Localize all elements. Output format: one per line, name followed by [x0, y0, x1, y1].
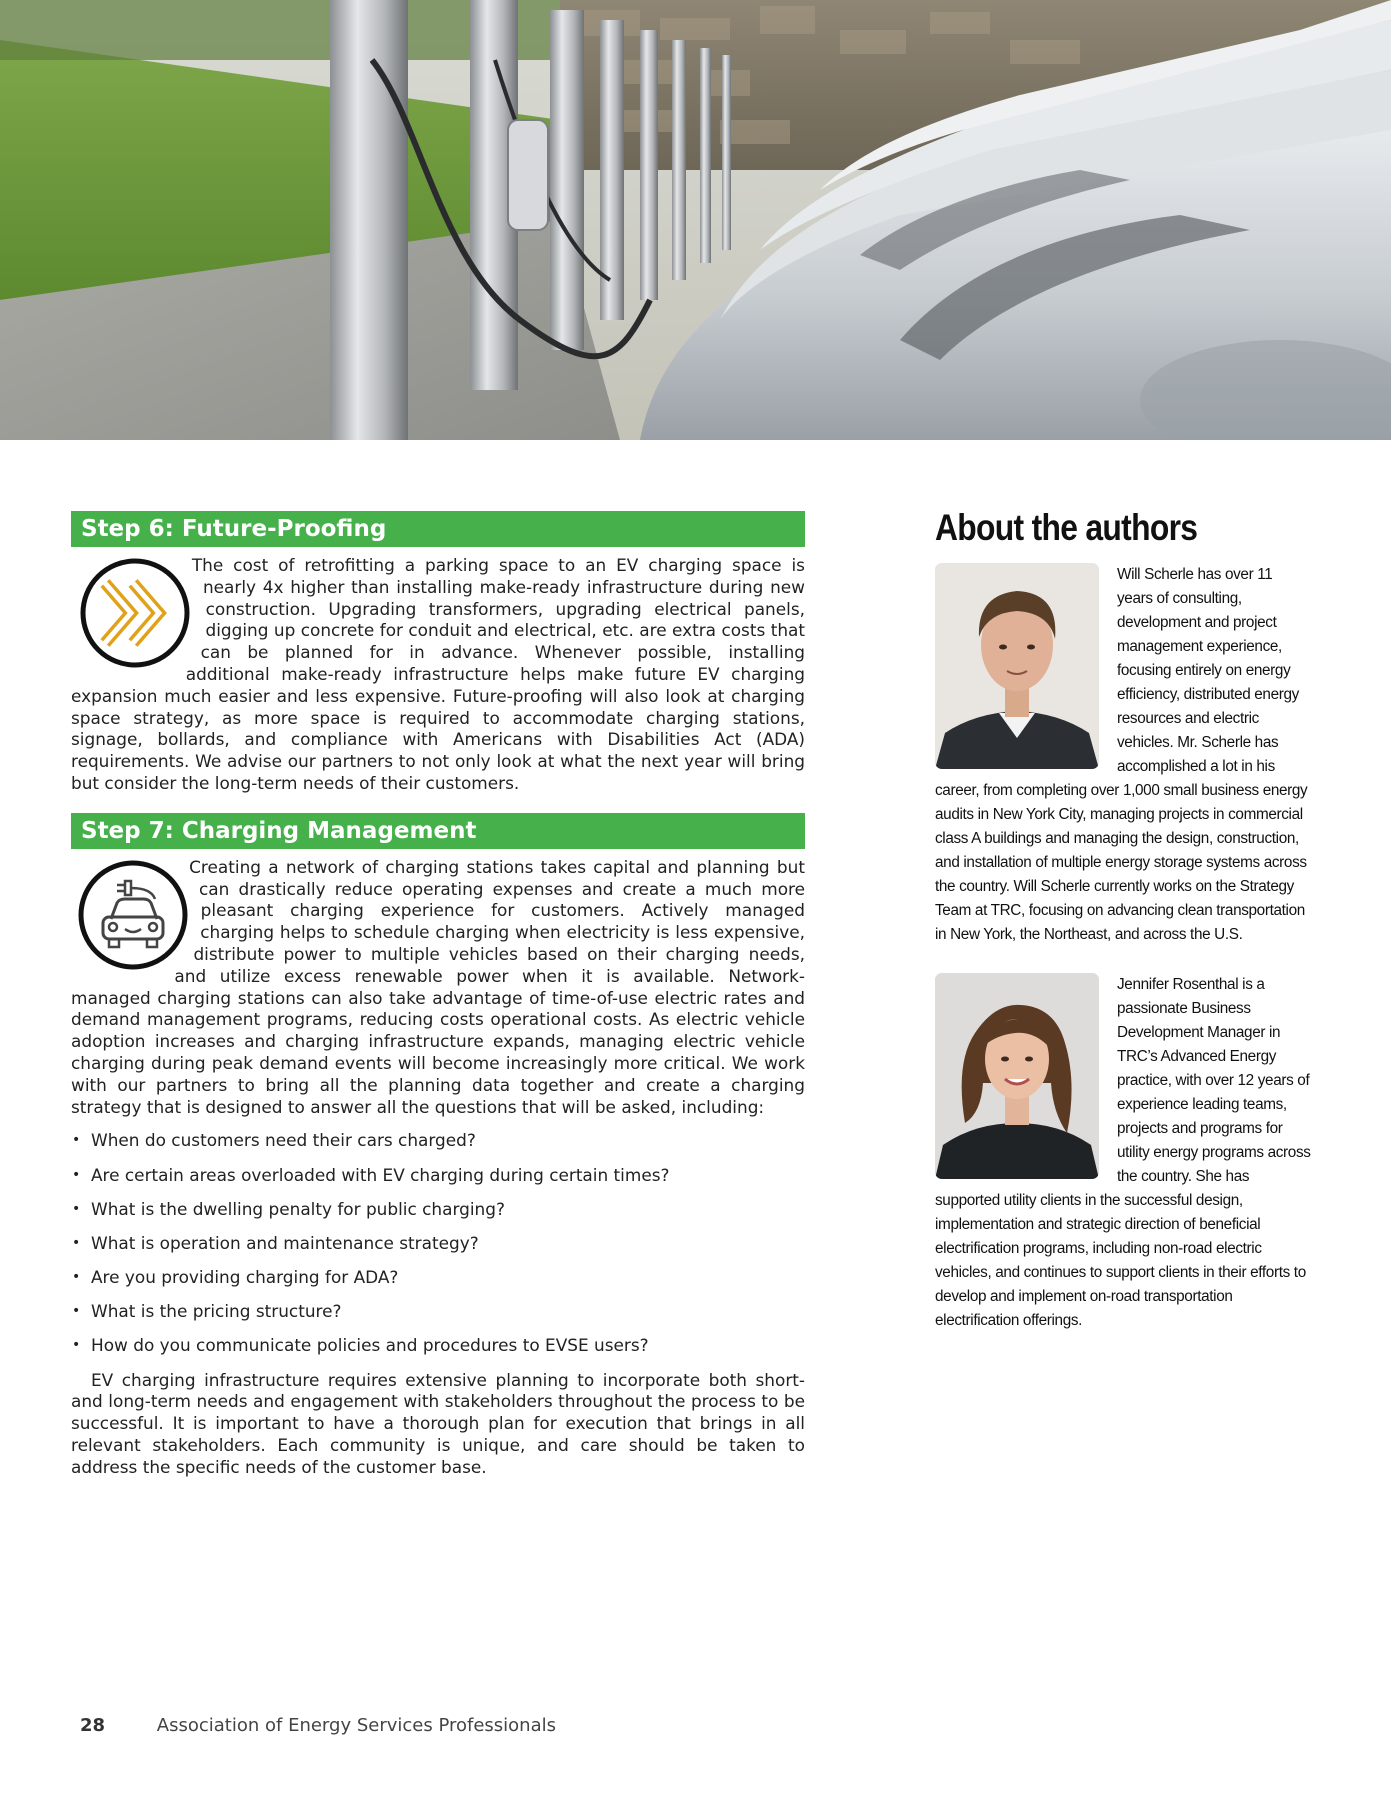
authors-heading: About the authors	[935, 507, 1198, 548]
ev-charging-stations-photo-icon	[0, 0, 1391, 440]
author-card	[935, 973, 1311, 1333]
step-6-section	[71, 555, 805, 795]
publication-name: Association of Energy Services Professionals	[156, 1715, 556, 1736]
portrait-photo-man-icon	[935, 563, 1099, 769]
list-item: • How do you communicate policies and procedures to EVSE users?	[71, 1335, 805, 1356]
portrait-photo-woman-icon	[935, 973, 1099, 1179]
list-item: • What is operation and maintenance strategy?	[71, 1233, 805, 1254]
authors-sidebar	[935, 505, 1311, 1333]
main-article	[71, 511, 805, 1479]
list-item: • Are you providing charging for ADA?	[71, 1267, 805, 1288]
list-item: • Are certain areas overloaded with EV charging during certain times?	[71, 1165, 805, 1186]
questions-list	[71, 1130, 805, 1356]
author-photo	[935, 973, 1099, 1179]
author-photo	[935, 563, 1099, 769]
author-bio: Jennifer Rosenthal is a passionate Business Development Manager in TRC’s Advanced Energy practice, with over 12 years of experience leading teams, projects and programs for utility energy programs across the country. She has supported utility clients in the successful design, implementation and strategic direction of beneficial electrification programs, including non-road electric vehicles, and continues to support clients in their efforts to develop and implement on-road transportation electrification offerings.	[935, 976, 1311, 1329]
list-item: • When do customers need their cars charged?	[71, 1130, 805, 1151]
closing-paragraph: EV charging infrastructure requires extensive planning to incorporate both short- and long-term needs and engagement with stakeholders throughout the process to be successful. It is important to have a thorough plan for execution that brings in all relevant stakeholders. Each community is unique, and care should be taken to address the specific needs of the customer base.	[71, 1369, 805, 1477]
step-6-heading: Step 6: Future-Proofing	[71, 511, 805, 547]
step-7-heading: Step 7: Charging Management	[71, 813, 805, 849]
author-bio: Will Scherle has over 11 years of consulting, development and project management experience, focusing entirely on energy efficiency, distributed energy resources and electric vehicles. Mr. Scherle has accomplished a lot in his career, from completing over 1,000 small business energy audits in New York City, managing projects in commercial class A buildings and managing the design, construction, and installation of multiple energy storage systems across the country. Will Scherle currently works on the Strategy Team at TRC, focusing on advancing clean transportation in New York, the Northeast, and across the U.S.	[935, 566, 1308, 943]
electric-car-plug-icon	[71, 857, 199, 973]
step-6-paragraph: The cost of retrofitting a parking space to an EV charging space is nearly 4x higher than installing make-ready infrastructure during new construction. Upgrading transformers, upgrading electrical panels, digging up concrete for conduit and electrical, etc. are extra costs that can be planned for in advance. Whenever possible, installing additional make-ready infrastructure helps make future EV charging expansion much easier and less expensive. Future-proofing will also look at charging space strategy, as more space is required to accommodate charging stations, signage, bollards, and compliance with Americans with Disabilities Act (ADA) requirements. We advise our partners to not only look at what the next year will bring but consider the long-term needs of their customers.	[71, 555, 805, 793]
page-number: 28	[80, 1715, 106, 1736]
list-item: • What is the dwelling penalty for public charging?	[71, 1199, 805, 1220]
double-chevron-forward-icon	[71, 555, 201, 679]
step-7-icon-badge	[71, 857, 203, 973]
step-7-section	[71, 857, 805, 1479]
hero-photo	[0, 0, 1391, 440]
list-item: • What is the pricing structure?	[71, 1301, 805, 1322]
page-footer	[80, 1715, 556, 1736]
author-card	[935, 563, 1311, 947]
step-6-icon-badge	[71, 555, 207, 679]
step-7-paragraph: Creating a network of charging stations takes capital and planning but can drastically reduce operating expenses and create a much more pleasant charging experience for customers. Actively managed charging helps to schedule charging when electricity is less expensive, distribute power to multiple vehicles based on their charging needs, and utilize excess renewable power when it is available. Network-managed charging stations can also take advantage of time-of-use electric rates and demand management programs, reducing costs operational costs. As electric vehicle adoption increases and charging infrastructure expands, managing electric vehicle charging during peak demand events will become increasingly more critical. We work with our partners to bring all the planning data together and create a charging strategy that is designed to answer all the questions that will be asked, including:	[71, 856, 805, 1117]
